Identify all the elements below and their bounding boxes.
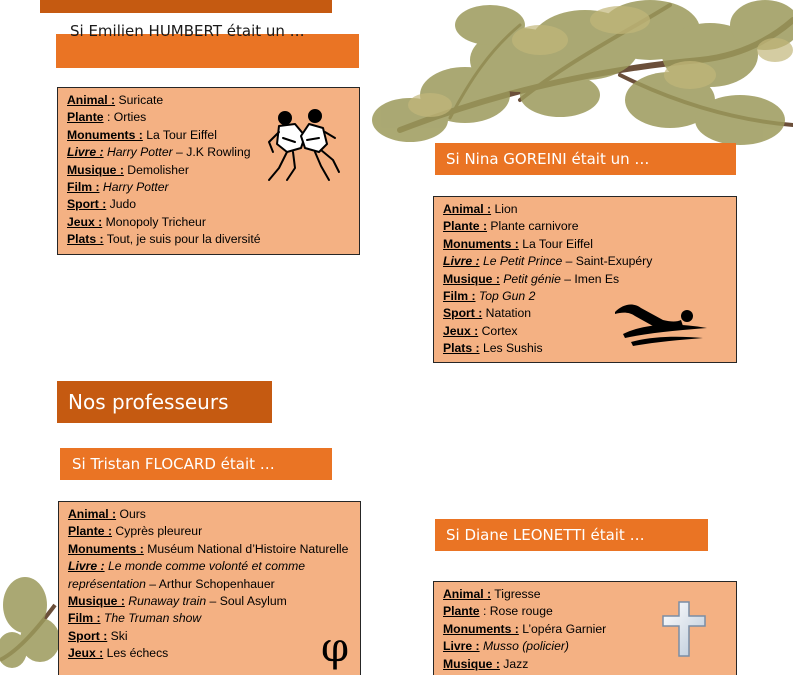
row-livre: Livre : Harry Potter – J.K Rowling <box>67 145 251 160</box>
row-musique: Musique : Jazz <box>443 656 529 671</box>
nina-title: Si Nina GOREINI était un … <box>446 150 650 168</box>
row-plante: Plante : Plante carnivore <box>443 219 579 234</box>
tristan-title-banner <box>60 448 332 480</box>
row-livre: Livre : Le Petit Prince – Saint-Exupéry <box>443 254 653 269</box>
diane-title-banner <box>435 519 708 551</box>
tristan-card <box>58 501 361 675</box>
professors-heading-banner <box>57 381 272 423</box>
row-animal: Animal : Suricate <box>67 93 164 107</box>
row-livre: Livre : Le monde comme volonté et comme représentation – Arthur Schopenhauer <box>68 559 306 591</box>
row-musique: Musique : Petit génie – Imen Es <box>443 271 620 286</box>
row-animal: Animal : Tigresse <box>443 587 541 601</box>
phi-symbol: φ <box>320 625 349 671</box>
professors-heading: Nos professeurs <box>68 390 229 414</box>
row-monuments: Monuments : L’opéra Garnier <box>443 621 607 636</box>
cross-icon <box>661 600 707 658</box>
row-jeux: Jeux : Les échecs <box>68 646 169 661</box>
row-film: Film : The Truman show <box>68 611 202 626</box>
nina-title-banner <box>435 143 736 175</box>
emilien-title-text: Si Emilien HUMBERT était un … <box>70 22 305 40</box>
top-header-strip <box>40 0 332 13</box>
row-musique: Musique : Demolisher <box>67 162 189 177</box>
tristan-title: Si Tristan FLOCARD était … <box>72 455 275 473</box>
row-plante: Plante : Rose rouge <box>443 604 553 619</box>
row-livre: Livre : Musso (policier) <box>443 639 569 654</box>
judo-icon <box>265 108 341 184</box>
row-animal: Animal : Ours <box>68 507 146 521</box>
row-sport: Sport : Ski <box>68 628 128 643</box>
row-animal: Animal : Lion <box>443 202 518 216</box>
row-plats: Plats : Les Sushis <box>443 341 543 356</box>
row-musique: Musique : Runaway train – Soul Asylum <box>68 594 287 609</box>
row-film: Film : Harry Potter <box>67 180 169 195</box>
row-plats: Plats : Tout, je suis pour la diversité <box>67 232 261 247</box>
row-monuments: Monuments : Muséum National d’Histoire Naturelle <box>68 541 349 556</box>
diane-title: Si Diane LEONETTI était … <box>446 526 645 544</box>
row-monuments: Monuments : La Tour Eiffel <box>67 127 217 142</box>
row-sport: Sport : Judo <box>67 197 137 212</box>
row-plante: Plante : Orties <box>67 110 147 125</box>
row-monuments: Monuments : La Tour Eiffel <box>443 236 593 251</box>
row-jeux: Jeux : Monopoly Tricheur <box>67 214 206 229</box>
pine-branch-image <box>0 565 60 675</box>
row-sport: Sport : Natation <box>443 306 532 321</box>
swimmer-icon <box>613 300 711 346</box>
row-plante: Plante : Cyprès pleureur <box>68 524 203 539</box>
row-jeux: Jeux : Cortex <box>443 323 518 338</box>
row-film: Film : Top Gun 2 <box>443 289 536 304</box>
